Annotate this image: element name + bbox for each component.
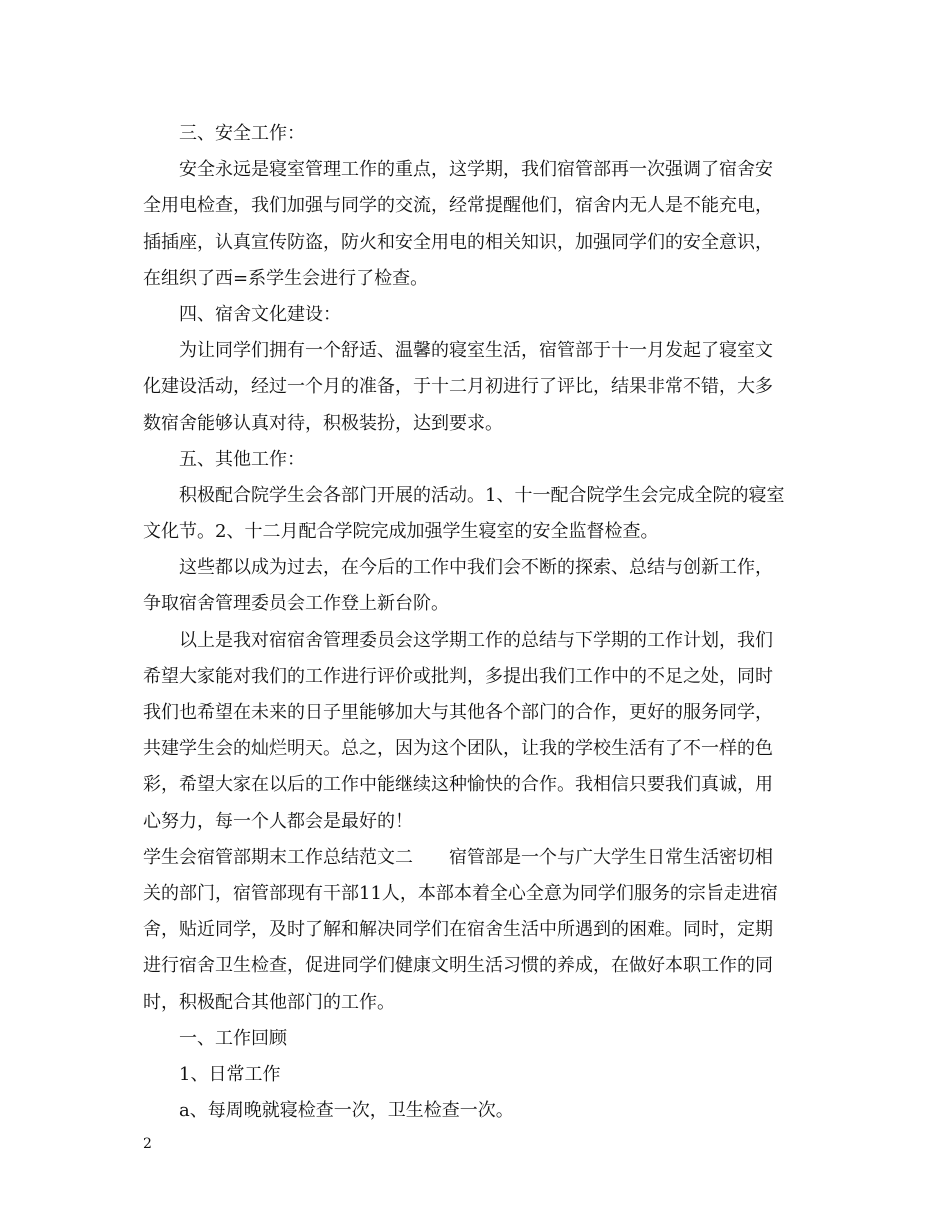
paragraph-line: 化建设活动，经过一个月的准备，于十二月初进行了评比，结果非常不错，大多	[143, 376, 773, 398]
paragraph-line: 舍，贴近同学，及时了解和解决同学们在宿舍生活中所遇到的困难。同时，定期	[143, 919, 773, 941]
paragraph-line: 心努力，每一个人都会是最好的！	[143, 810, 413, 832]
paragraph-line: 文化节。2、十二月配合学院完成加强学生寝室的安全监督检查。	[143, 521, 659, 543]
paragraph-line: 在组织了西=系学生会进行了检查。	[143, 267, 429, 289]
page-number: 2	[143, 1136, 152, 1152]
paragraph-line: 争取宿舍管理委员会工作登上新台阶。	[143, 593, 449, 615]
paragraph-line: 彩，希望大家在以后的工作中能继续这种愉快的合作。我相信只要我们真诚，用	[143, 774, 773, 796]
paragraph-line: 进行宿舍卫生检查，促进同学们健康文明生活习惯的养成，在做好本职工作的同	[143, 955, 773, 977]
paragraph-line: 这些都以成为过去，在今后的工作中我们会不断的探索、总结与创新工作，	[179, 557, 773, 579]
document-body	[143, 116, 809, 1129]
paragraph-line: 全用电检查，我们加强与同学的交流，经常提醒他们，宿舍内无人是不能充电，	[143, 195, 773, 217]
section-heading-other-work: 五、其他工作：	[179, 448, 305, 470]
section-heading-dorm-culture: 四、宿舍文化建设：	[179, 303, 341, 325]
section-heading-safety: 三、安全工作：	[179, 123, 305, 144]
paragraph-line: 共建学生会的灿烂明天。总之，因为这个团队，让我的学校生活有了不一样的色	[143, 738, 773, 760]
list-item: a、每周晚就寝检查一次，卫生检查一次。	[179, 1100, 514, 1122]
paragraph-line: 关的部门，宿管部现有干部11人，本部本着全心全意为同学们服务的宗旨走进宿	[143, 882, 778, 904]
section-heading-review: 一、工作回顾	[179, 1027, 287, 1049]
paragraph-line: 安全永远是寝室管理工作的重点，这学期，我们宿管部再一次强调了宿舍安	[179, 159, 773, 181]
article-title-line: 学生会宿管部期末工作总结范文二 宿管部是一个与广大学生日常生活密切相	[143, 846, 773, 868]
paragraph-line: 希望大家能对我们的工作进行评价或批判，多提出我们工作中的不足之处，同时	[143, 665, 773, 687]
paragraph-line: 插插座，认真宣传防盗，防火和安全用电的相关知识，加强同学们的安全意识，	[143, 231, 773, 253]
paragraph-line: 积极配合院学生会各部门开展的活动。1、十一配合院学生会完成全院的寝室	[179, 484, 785, 506]
paragraph-line: 我们也希望在未来的日子里能够加大与其他各个部门的合作，更好的服务同学，	[143, 702, 773, 723]
paragraph-line: 时，积极配合其他部门的工作。	[143, 991, 395, 1013]
subsection-heading-daily-work: 1、日常工作	[179, 1063, 281, 1085]
paragraph-line: 为让同学们拥有一个舒适、温馨的寝室生活，宿管部于十一月发起了寝室文	[179, 340, 773, 362]
paragraph-line: 以上是我对宿宿舍管理委员会这学期工作的总结与下学期的工作计划，我们	[179, 629, 773, 651]
paragraph-line: 数宿舍能够认真对待，积极装扮，达到要求。	[143, 412, 503, 434]
